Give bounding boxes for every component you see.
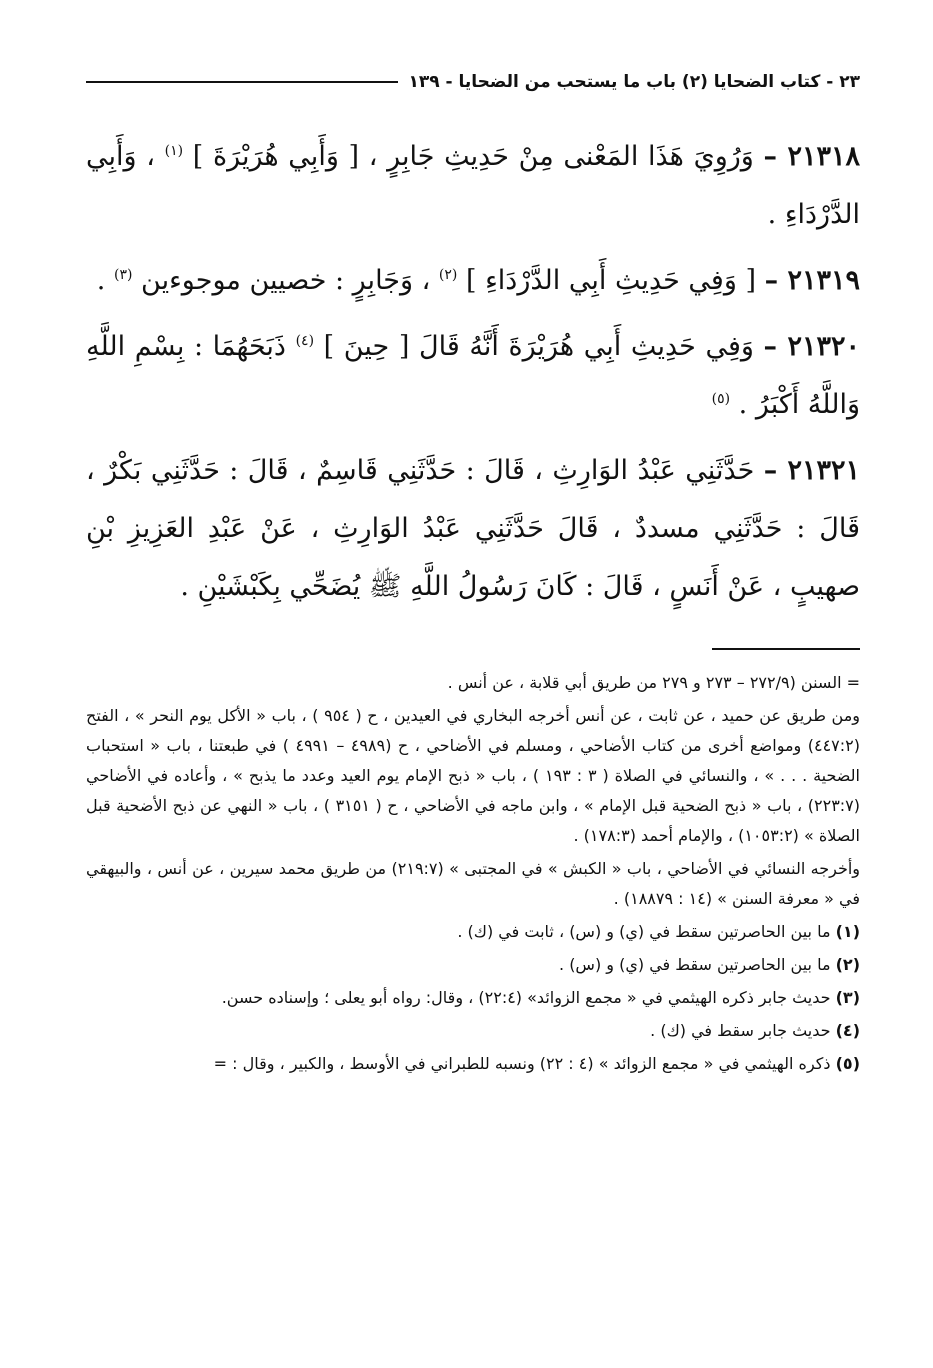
paragraph-21319 xyxy=(86,252,860,310)
running-header xyxy=(86,62,860,102)
main-text xyxy=(86,128,860,624)
footnote-text: ما بين الحاصرتين سقط في (ي) و (س) . xyxy=(559,955,831,974)
footnote-ref[interactable]: (٥) xyxy=(711,391,731,407)
footnote-number: (٥) xyxy=(835,1054,860,1073)
paragraph-21318 xyxy=(86,128,860,244)
footnote-number: (١) xyxy=(835,922,860,941)
paragraph-21321 xyxy=(86,442,860,616)
footnote-number: (٢) xyxy=(835,955,860,974)
footnote-ref[interactable]: (٤) xyxy=(295,333,315,349)
paragraph-text: وَرُوِيَ هَذَا المَعْنى مِنْ حَدِيثِ جَابِرٍ ، [ وَأَبِي هُرَيْرَةَ ] xyxy=(192,141,754,172)
header-title: ٢٣ - كتاب الضحايا (٢) باب ما يستحب من الضحايا - ١٣٩ xyxy=(408,72,860,92)
footnote-text: حديث جابر ذكره الهيثمي في « مجمع الزوائد» (٢٢:٤) ، وقال: رواه أبو يعلى ؛ وإسناده حسن. xyxy=(221,988,831,1007)
footnote-text: ذكره الهيثمي في « مجمع الزوائد » (٤ : ٢٢) ونسبه للطبراني في الأوسط ، والكبير ، وقال : = xyxy=(213,1054,831,1073)
footnote-ref[interactable]: (٣) xyxy=(113,267,133,283)
paragraph-number: ٢١٣١٩ – xyxy=(764,265,860,296)
footnote-5 xyxy=(86,1049,860,1079)
header-rule xyxy=(86,81,398,83)
paragraph-text: حَدَّثَنِي عَبْدُ الوَارِثِ ، قَالَ : حَدَّثَنِي قَاسِمٌ ، قَالَ : حَدَّثَنِي بَكْرٌ ، قَالَ : حَدَّثَنِي مسددٌ ، قَالَ حَدَّثَنِي عَبْدُ الوَارِثِ ، عَنْ عَبْدِ العَزِيزِ بْنِ صهيبٍ ، عَنْ أَنَسٍ ، قَالَ : كَانَ رَسُولُ اللَّهِ ﷺ يُضَحِّي بِكَبْشَيْنِ . xyxy=(86,455,860,602)
paragraph-text: ، وَجَابِرٍ : خصيين موجوءين xyxy=(141,265,431,296)
footnote-number: (٣) xyxy=(835,988,860,1007)
paragraph-number: ٢١٣٢٠ – xyxy=(763,331,860,362)
paragraph-number: ٢١٣٢١ – xyxy=(763,455,860,486)
paragraph-text: [ وَفِي حَدِيثِ أَبِي الدَّرْدَاءِ ] xyxy=(465,265,756,296)
footnote-3 xyxy=(86,983,860,1013)
footnote-ref[interactable]: (٢) xyxy=(438,267,458,283)
footnote-ref[interactable]: (١) xyxy=(164,143,184,159)
footnotes xyxy=(86,668,860,1082)
note-continuation: ومن طريق عن حميد ، عن ثابت ، عن أنس أخرجه البخاري في العيدين ، ح ( ٩٥٤ ) ، باب « الأكل يوم النحر » ، الفتح (٤٤٧:٢) ومواضع أخرى من كتاب الأضاحي ، ومسلم في الأضاحي ، ح (٤٩٨٩ – ٤٩٩١ ) في طبعتنا ، باب « استحباب الضحية . . . » ، والنسائي في الصلاة ( ٣ : ١٩٣ ) ، باب « ذبح الإمام يوم العيد وعدد ما يذبح » ، وأعاده في الأضاحي (٢٢٣:٧) ، باب « ذبح الضحية قبل الإمام » ، وابن ماجه في الأضاحي ، ح ( ٣١٥١ ) ، باب « النهي عن ذبح الأضحية قبل الصلاة » (١٠٥٣:٢) ، والإمام أحمد (١٧٨:٣) . xyxy=(86,706,861,845)
footnote-number: (٤) xyxy=(835,1021,860,1040)
paragraph-text: ذَبَحَهُمَا : بِسْمِ اللَّهِ وَاللَّهُ أَكْبَرُ . xyxy=(86,331,860,420)
footnote-2 xyxy=(86,950,860,980)
footnote-4 xyxy=(86,1016,860,1046)
note-continuation: وأخرجه النسائي في الأضاحي ، باب « الكبش » في المجتبى » (٢١٩:٧) من طريق محمد سيرين ، عن أنس ، والبيهقي في « معرفة السنن » (١٤ : ١٨٨٧٩) . xyxy=(86,859,861,908)
footnote-separator xyxy=(712,648,860,650)
paragraph-text: وَفِي حَدِيثِ أَبِي هُرَيْرَةَ أَنَّهُ قَالَ [ حِينَ ] xyxy=(323,331,754,362)
paragraph-text: ، وَأَبِي الدَّرْدَاءِ . xyxy=(86,141,860,230)
paragraph-number: ٢١٣١٨ – xyxy=(763,141,860,172)
footnote-text: ما بين الحاصرتين سقط في (ي) و (س) ، ثابت في (ك) . xyxy=(457,922,831,941)
note-continuation: = السنن (٢٧٢/٩ – ٢٧٣ و ٢٧٩ من طريق أبي قلابة ، عن أنس . xyxy=(447,673,860,692)
paragraph-text: . xyxy=(96,265,106,296)
footnote-text: حديث جابر سقط في (ك) . xyxy=(650,1021,831,1040)
footnote-1 xyxy=(86,917,860,947)
paragraph-21320 xyxy=(86,318,860,434)
